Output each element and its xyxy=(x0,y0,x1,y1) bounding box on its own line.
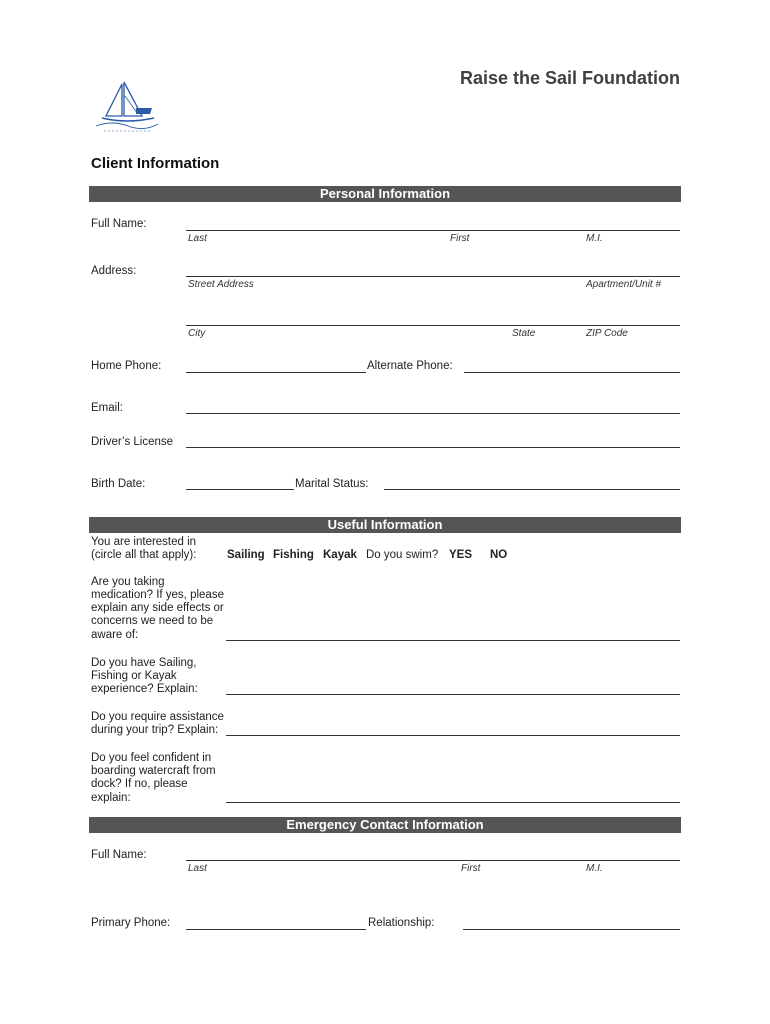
swim-no-option[interactable]: NO xyxy=(490,549,508,561)
birth-date-field[interactable] xyxy=(186,489,294,490)
emergency-full-name-label: Full Name: xyxy=(91,849,147,861)
email-field[interactable] xyxy=(186,413,680,414)
option-sailing[interactable]: Sailing xyxy=(227,549,265,561)
confidence-field[interactable] xyxy=(226,802,680,803)
address-label: Address: xyxy=(91,265,137,277)
confidence-label-line-3: dock? If no, please xyxy=(91,778,188,790)
assistance-field[interactable] xyxy=(226,735,680,736)
experience-field[interactable] xyxy=(226,694,680,695)
assistance-label-line-1: Do you require assistance xyxy=(91,711,224,723)
option-fishing[interactable]: Fishing xyxy=(273,549,314,561)
city-state-zip-field[interactable] xyxy=(186,325,680,326)
experience-label-line-3: experience? Explain: xyxy=(91,683,198,695)
swim-yes-option[interactable]: YES xyxy=(449,549,473,561)
confidence-label-line-2: boarding watercraft from xyxy=(91,765,216,777)
sailboat-logo-icon xyxy=(92,78,162,134)
primary-phone-label: Primary Phone: xyxy=(91,917,171,929)
full-name-label: Full Name: xyxy=(91,218,147,230)
state-caption: State xyxy=(512,328,536,339)
section-bar-emergency: Emergency Contact Information xyxy=(89,817,681,833)
medication-label-line-5: aware of: xyxy=(91,629,139,641)
experience-label-line-2: Fishing or Kayak xyxy=(91,670,177,682)
organization-title: Raise the Sail Foundation xyxy=(459,68,680,88)
assistance-label-line-2: during your trip? Explain: xyxy=(91,724,219,736)
emergency-mi-caption: M.I. xyxy=(586,863,603,874)
street-address-field[interactable] xyxy=(186,276,680,277)
confidence-label-line-4: explain: xyxy=(91,792,131,804)
full-name-field[interactable] xyxy=(186,230,680,231)
section-bar-useful: Useful Information xyxy=(89,517,681,533)
emergency-first-caption: First xyxy=(461,863,481,874)
last-name-caption: Last xyxy=(188,233,207,244)
medication-label-line-4: concerns we need to be xyxy=(91,615,214,627)
home-phone-field[interactable] xyxy=(186,372,366,373)
marital-status-field[interactable] xyxy=(384,489,680,490)
drivers-license-label: Driver’s License xyxy=(91,436,174,448)
relationship-label: Relationship: xyxy=(368,917,435,929)
emergency-full-name-field[interactable] xyxy=(186,860,680,861)
medication-label-line-2: medication? If yes, please xyxy=(91,589,224,601)
page-title: Client Information xyxy=(91,155,220,172)
first-name-caption: First xyxy=(450,233,470,244)
middle-initial-caption: M.I. xyxy=(586,233,603,244)
interest-label-line-1: You are interested in xyxy=(91,536,197,548)
confidence-label-line-1: Do you feel confident in xyxy=(91,752,212,764)
experience-label-line-1: Do you have Sailing, xyxy=(91,657,197,669)
apartment-caption: Apartment/Unit # xyxy=(586,279,662,290)
primary-phone-field[interactable] xyxy=(186,929,366,930)
zip-caption: ZIP Code xyxy=(586,328,628,339)
alternate-phone-field[interactable] xyxy=(464,372,680,373)
email-label: Email: xyxy=(91,402,123,414)
option-kayak[interactable]: Kayak xyxy=(323,549,357,561)
medication-field[interactable] xyxy=(226,640,680,641)
medication-label-line-1: Are you taking xyxy=(91,576,165,588)
home-phone-label: Home Phone: xyxy=(91,360,162,372)
relationship-field[interactable] xyxy=(463,929,680,930)
emergency-last-caption: Last xyxy=(188,863,207,874)
marital-status-label: Marital Status: xyxy=(295,478,369,490)
section-bar-personal: Personal Information xyxy=(89,186,681,202)
street-address-caption: Street Address xyxy=(188,279,254,290)
swim-question-label: Do you swim? xyxy=(366,549,439,561)
interest-label-line-2: (circle all that apply): xyxy=(91,549,197,561)
drivers-license-field[interactable] xyxy=(186,447,680,448)
city-caption: City xyxy=(188,328,206,339)
medication-label-line-3: explain any side effects or xyxy=(91,602,224,614)
birth-date-label: Birth Date: xyxy=(91,478,146,490)
alternate-phone-label: Alternate Phone: xyxy=(367,360,453,372)
